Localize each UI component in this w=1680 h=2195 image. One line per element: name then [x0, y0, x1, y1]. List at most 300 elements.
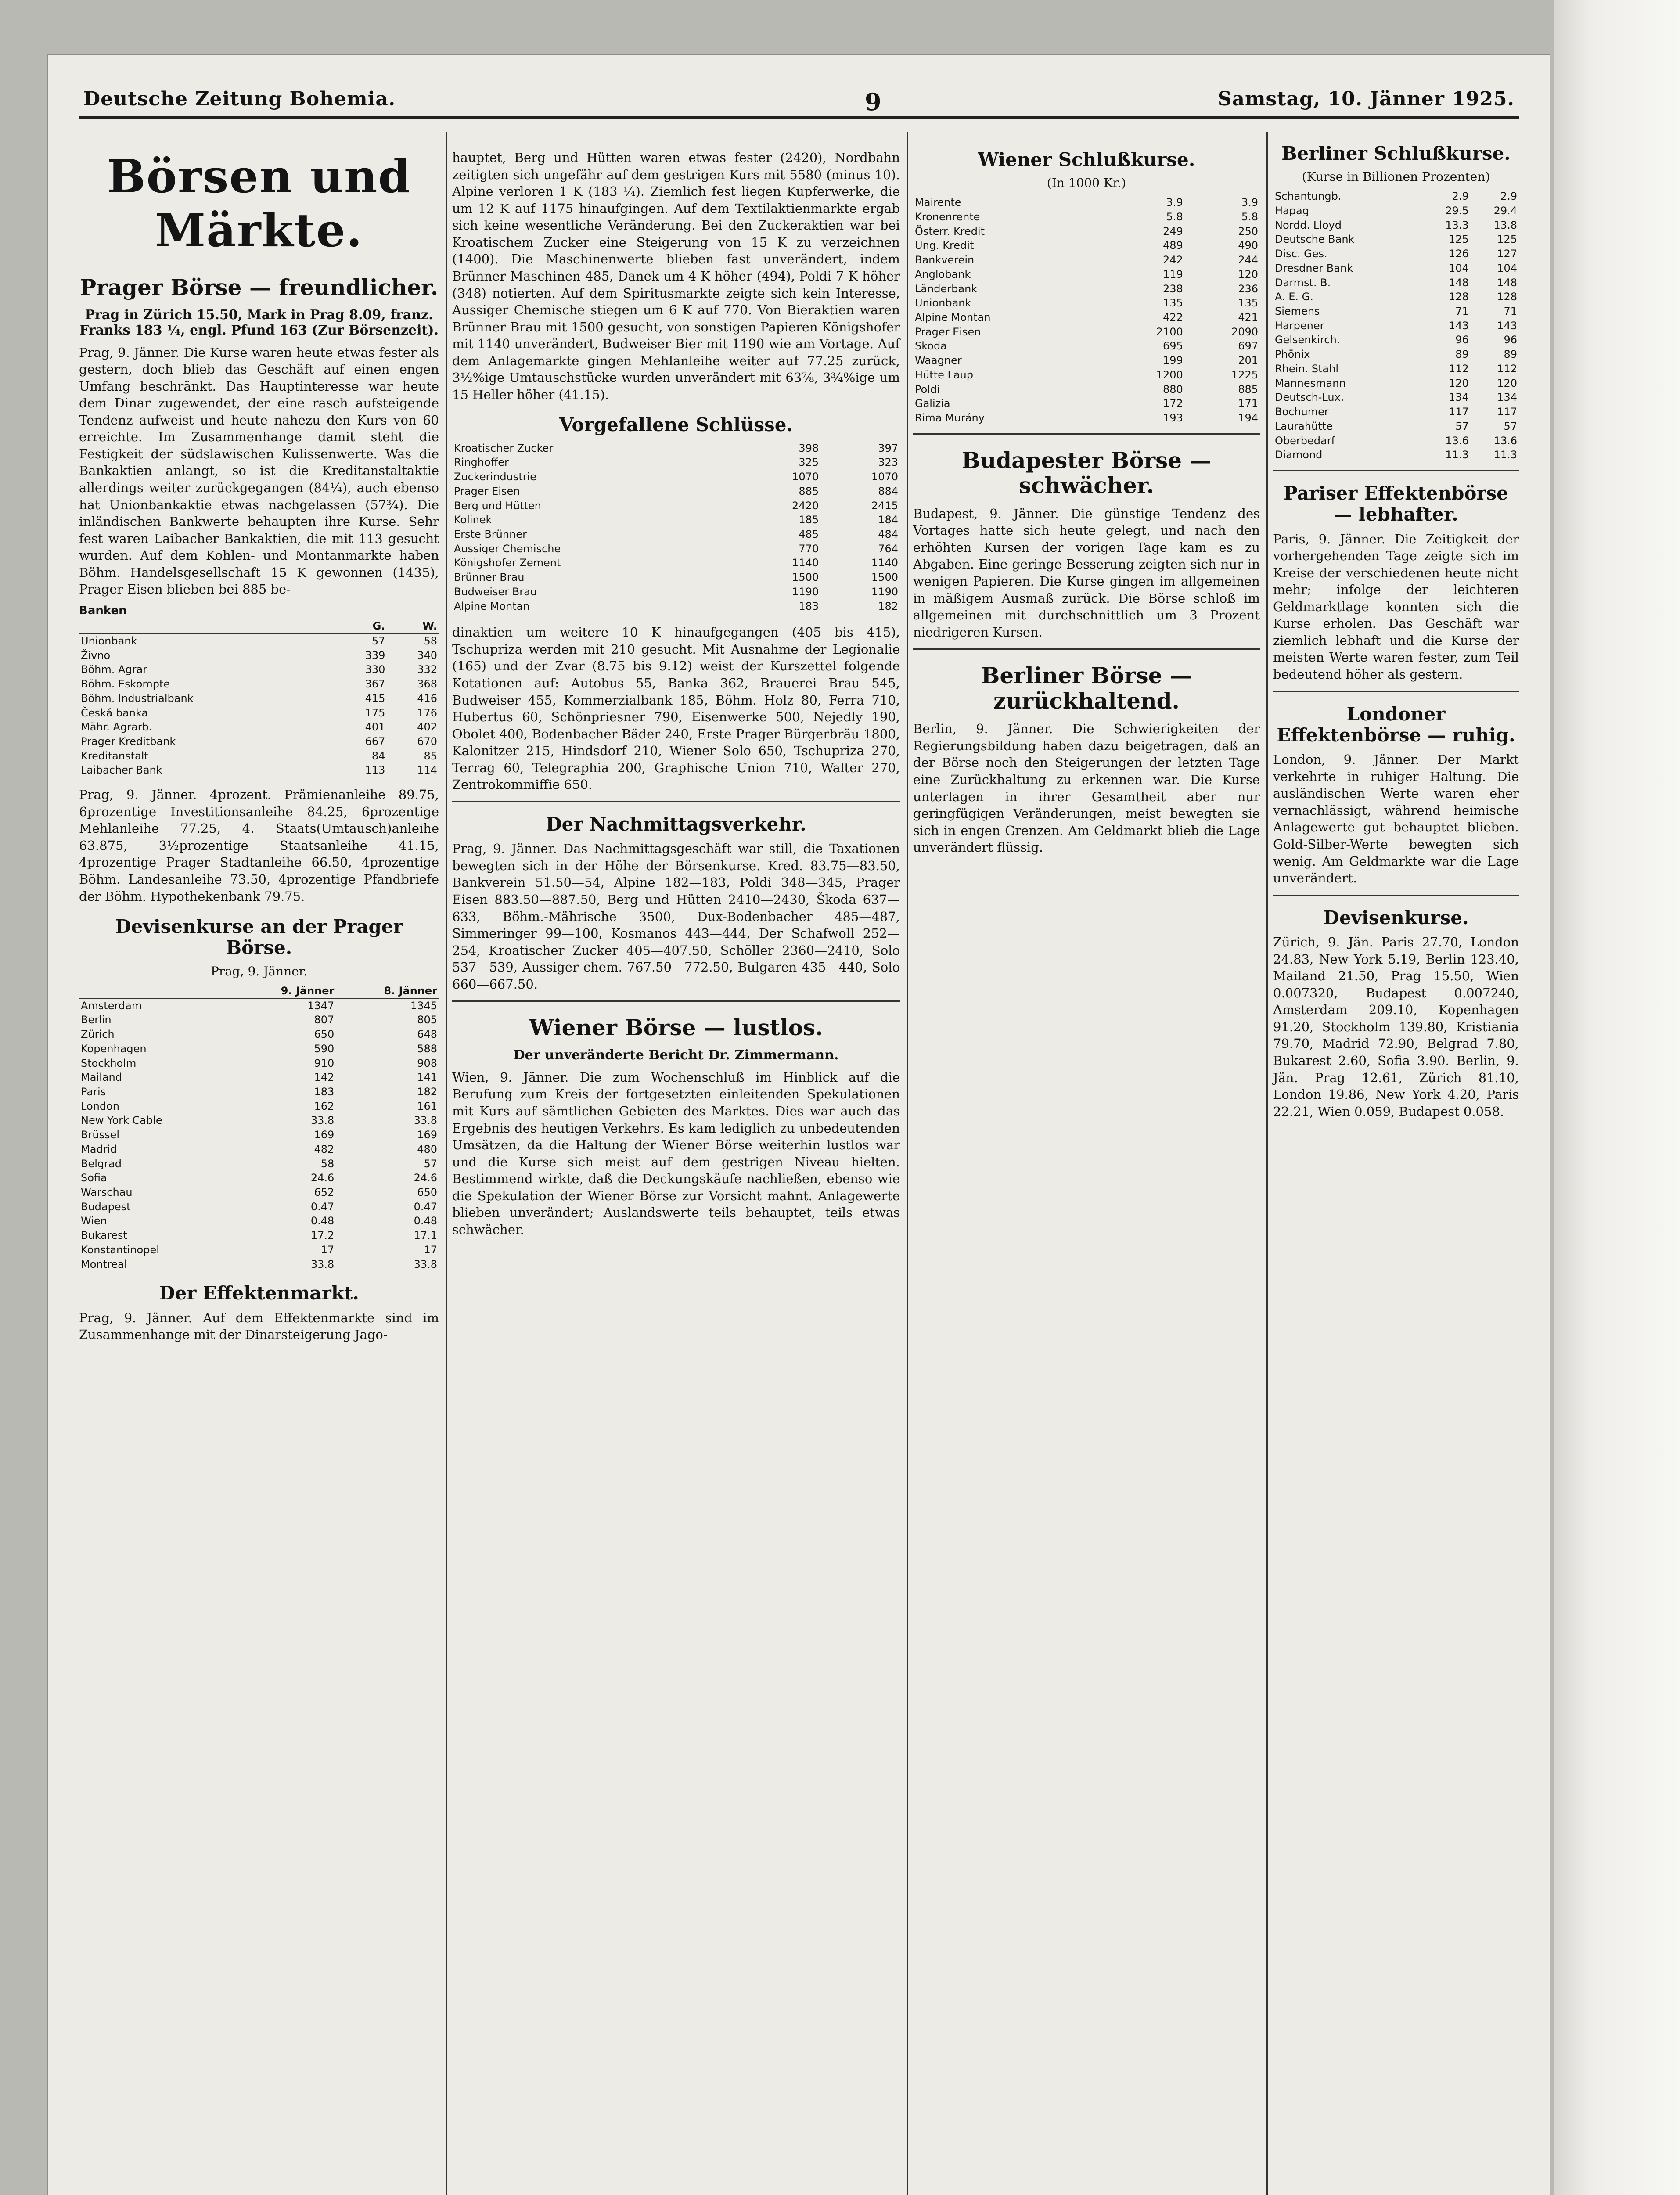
table-row	[79, 1099, 439, 1114]
table-cell: Darmst. B.	[1275, 276, 1331, 289]
prague-report-paragraph: Prag, 9. Jänner. Die Kurse waren heute etwas fester als gestern, doch blieb das Geschäft auf einen engen Umfang beschränkt. Das Hauptinteresse war heute dem Dinar zugewendet, der eine rasch aufsteigende Tendenz aufweist und heute nahezu den Kurs von 60 erreichte. Im Zusammenhange damit steht die Festigkeit der südslawischen Kulissenwerte. Was die Bankaktien anlangt, so ist die Kreditanstaltaktie allerdings weiter zurückgegangen (84¼), auch ebenso hat Unionbankaktie etwas nachgelassen (57¾). Die inländischen Bankwerte behaupten ihre Kurse. Sehr fest waren Laibacher Bankaktien, die mit 113 gesucht wurden. Auf dem Kohlen- und Montanmarkte haben Böhm. Handelsgesellschaft 15 K gewonnen (1435), Prager Eisen blieben bei 885 be-	[79, 345, 439, 597]
table-cell: Mailand	[81, 1071, 122, 1084]
table-cell: Böhm. Eskompte	[81, 678, 170, 691]
table-row	[452, 585, 900, 599]
table-cell: Bukarest	[81, 1229, 127, 1242]
table-row	[1273, 376, 1519, 391]
table-cell: Brünner Brau	[454, 571, 525, 584]
table-cell: 250	[1238, 225, 1258, 237]
table-cell: 11.3	[1445, 449, 1469, 461]
table-row	[79, 749, 439, 763]
table-cell: 0.48	[310, 1215, 335, 1227]
table-cell: Madrid	[81, 1143, 117, 1155]
vienna-closing-table	[913, 195, 1260, 425]
table-cell: 134	[1449, 391, 1469, 404]
prague-devisen-table	[79, 984, 439, 1272]
table-cell: 169	[417, 1129, 437, 1141]
table-cell: 249	[1162, 225, 1183, 237]
table-cell: 33.8	[310, 1114, 335, 1127]
table-row	[79, 1070, 439, 1085]
table-cell: Waagner	[915, 354, 962, 367]
table-cell: 880	[1162, 383, 1183, 396]
table-row	[452, 470, 900, 484]
table-cell: 650	[417, 1186, 437, 1198]
table-cell: 490	[1238, 239, 1258, 252]
section-divider	[913, 433, 1260, 435]
table-cell: 96	[1455, 334, 1469, 346]
table-cell: Konstantinopel	[81, 1243, 159, 1256]
table-row	[1273, 247, 1519, 261]
table-cell: 29.4	[1493, 205, 1517, 217]
table-cell: 104	[1449, 262, 1469, 274]
table-row	[1273, 333, 1519, 347]
table-cell: 770	[799, 542, 819, 555]
table-cell: 910	[314, 1057, 335, 1069]
table-cell: Länderbank	[915, 282, 978, 295]
prague-report-continued: hauptet, Berg und Hütten waren etwas fester (2420), Nordbahn zeitigten sich ungefähr auf dem gestrigen Kurs mit 5580 (minus 10). Alpine verloren 1 K (183 ¼). Ziemlich fest liegen Kupferwerke, die um 12 K auf 1175 hinaufgingen. Auf dem Textilaktienmarkte ergab sich keine wesentliche Veränderung. Bei den Zuckeraktien war bei Kroatischem Zucker eine Steigerung von 15 K zu verzeichnen (1400). Die Maschinenwerte blieben fast unverändert, indem Brünner Maschinen 485, Danek um 4 K höher (494), Poldi 7 K höher (348) notierten. Auf dem Spiritusmarkte zeigte sich kein Interesse, Aussiger Chemische stiegen um 6 K auf 770. Von Bieraktien waren Brünner Brau mit 1500 gesucht, von sonstigen Papieren Königshofer mit 1140 unverändert, Budweiser Bier mit 1190 wie am Vortage. Auf dem Anlagemarkte gingen Mehlanleihe weiter auf 77.25 zurück, 3½%ige Umtauschstücke wurden unverändert mit 63⅞, 3¾%ige um 15 Heller höher (41.15).	[452, 150, 900, 402]
table-cell: 184	[878, 514, 898, 526]
table-row	[79, 1027, 439, 1042]
table-cell: 58	[320, 1157, 335, 1170]
table-cell: 1140	[871, 557, 898, 569]
table-cell: 172	[1162, 397, 1183, 410]
table-row	[1273, 390, 1519, 405]
table-row	[79, 1085, 439, 1099]
table-header-cell: 9. Jänner	[233, 984, 336, 998]
table-cell: Kreditanstalt	[81, 749, 148, 762]
table-cell: 142	[314, 1071, 335, 1084]
table-cell: 96	[1504, 334, 1517, 346]
table-row	[79, 706, 439, 720]
table-cell: Galizia	[915, 397, 950, 410]
table-cell: 112	[1497, 362, 1517, 375]
london-exchange-text: London, 9. Jänner. Der Markt verkehrte in ruhiger Haltung. Die ausländischen Werte waren eher vernachlässigt, während heimische Anlagewerte gut behauptet blieben. Gold-Silber-Werte bewegten sich wenig. Am Geldmarkte war die Lage unverändert.	[1273, 752, 1519, 886]
table-row	[913, 195, 1260, 210]
paris-exchange-title: Pariser Effektenbörse — lebhafter.	[1284, 482, 1508, 525]
header-rule	[79, 116, 1519, 119]
table-cell: 402	[417, 721, 437, 734]
vienna-exchange-text: Wien, 9. Jänner. Die zum Wochenschluß im Hinblick auf die Berufung zum Kreis der fortgesetzten einleitenden Spekulationen mit Kurs auf sämtlichen Gebieten des Marktes. Dies war auch das Ergebnis des heutigen Verkehrs. Es kam lediglich zu unbedeutenden Umsätzen, da die Haltung der Wiener Börse weiterhin lustlos war und die Kurse sich meist auf dem gestrigen Niveau hielten. Bestimmend wirkte, daß die Deckungskäufe nachließen, ebenso wie die Spekulation der Wiener Börse zur Vorsicht mahnt. Anlagewerte blieben unverändert; Auslandswerte teils behauptet, teils etwas schwächer.	[452, 1069, 900, 1237]
table-cell: 2.9	[1452, 190, 1469, 203]
table-cell: 113	[365, 764, 385, 777]
table-cell: Bochumer	[1275, 406, 1329, 418]
table-cell: 908	[417, 1057, 437, 1069]
table-cell: Rima Murány	[915, 412, 985, 425]
nachmittag-text: Prag, 9. Jänner. Das Nachmittagsgeschäft war still, die Taxationen bewegten sich in der Höhe der Börsenkurse. Kred. 83.75—83.50, Bankverein 51.50—54, Alpine 182—183, Poldi 348—345, Prager Eisen 883.50—887.50, Berg und Hütten 2410—2430, Škoda 637—633, Böhm.-Mährische 3500, Dux-Bodenbacher 485—487, Simmeringer 99—100, Kosmanos 443—444, Der Schafwoll 252—254, Kroatischer Zucker 405—407.50, Schöller 2360—2410, Solo 537—539, Aussiger chem. 767.50—772.50, Bulgaren 435—440, Solo 660—667.50.	[452, 841, 900, 992]
table-row	[79, 633, 439, 648]
budapest-exchange-text: Budapest, 9. Jänner. Die günstige Tendenz des Vortages hatte sich heute gelegt, und nach den erhöhten Kursen der vorigen Tage kam es zu Abgaben. Eine geringe Besserung zeigten sich nur in wenigen Papieren. Die Kurse gingen im allgemeinen in mäßigem Ausmaß zurück. Die Börse schloß im allgemeinen mit durchschnittlich um 3 Prozent niedrigeren Kursen.	[913, 506, 1260, 640]
table-row	[1273, 304, 1519, 319]
table-cell: 89	[1455, 348, 1469, 361]
table-cell: Mähr. Agrarb.	[81, 721, 152, 734]
berlin-exchange-title: Berliner Börse — zurückhaltend.	[981, 662, 1192, 714]
prague-shares-paragraph: dinaktien um weitere 10 K hinaufgegangen (405 bis 415), Tschupriza werden mit 210 gesucht. Mit Ausnahme der Legionalie (165) und der Zvar (8.75 bis 9.12) weist der Kurszettel folgende Kotationen auf: Autobus 55, Banka 362, Brauerei Brau 545, Budweiser 455, Kommerzialbank 185, Böhm. Holz 80, Ferra 710, Hubertus 60, Schönpriesner 790, Eisenwerke 500, Nejedly 190, Obolet 400, Bodenbacher Bäder 240, Erste Prager Bürgerbräu 1800, Kalonitzer 215, Hindsdorf 210, Wiener Solo 650, Tschupriza 270, Terrag 60, Telegraphia 200, Graphische Union 710, Walter 270, Zentrokommiffie 650.	[452, 625, 900, 792]
table-cell: 57	[1504, 420, 1517, 432]
table-cell: Laurahütte	[1275, 420, 1333, 432]
table-cell: 33.8	[414, 1258, 437, 1270]
table-cell: 104	[1497, 262, 1517, 274]
table-cell: 182	[417, 1085, 437, 1098]
vienna-closing-unit: (In 1000 Kr.)	[1047, 176, 1126, 191]
table-row	[452, 441, 900, 456]
table-cell: Warschau	[81, 1186, 133, 1198]
table-cell: 117	[1449, 406, 1469, 418]
table-row	[79, 1042, 439, 1056]
table-cell: 695	[1162, 340, 1183, 353]
table-cell: 11.3	[1493, 449, 1517, 461]
table-cell: 175	[365, 706, 385, 719]
table-cell: 185	[799, 514, 819, 526]
table-cell: 89	[1504, 348, 1517, 361]
table-cell: Prager Eisen	[454, 485, 520, 497]
table-row	[913, 325, 1260, 339]
table-row	[452, 455, 900, 470]
vienna-exchange-title: Wiener Börse — lustlos.	[529, 1015, 823, 1041]
table-cell: Böhm. Agrar	[81, 663, 147, 676]
table-cell: Erste Brünner	[454, 528, 527, 541]
table-row	[1273, 290, 1519, 304]
table-row	[913, 267, 1260, 282]
table-cell: 17.2	[310, 1229, 335, 1242]
table-row	[913, 396, 1260, 411]
table-cell: 397	[878, 442, 898, 454]
table-cell: 421	[1238, 311, 1258, 324]
table-cell: 33.8	[310, 1258, 335, 1270]
table-cell: 332	[417, 663, 437, 676]
table-cell: 244	[1238, 254, 1258, 266]
column-rule	[1266, 132, 1268, 2195]
table-cell: 401	[365, 721, 385, 734]
table-cell: Diamond	[1275, 449, 1323, 461]
table-cell: Oberbedarf	[1275, 434, 1335, 447]
table-row	[452, 570, 900, 585]
table-cell: 1070	[792, 471, 819, 483]
table-cell: 884	[878, 485, 898, 497]
table-cell: 85	[424, 749, 437, 762]
table-cell: Prager Eisen	[915, 325, 981, 338]
table-row	[1273, 448, 1519, 462]
table-cell: Böhm. Industrialbank	[81, 692, 194, 705]
table-cell: Nordd. Lloyd	[1275, 219, 1342, 231]
table-cell: 128	[1449, 291, 1469, 303]
banks-table-title: Banken	[79, 604, 127, 617]
table-cell: 0.47	[414, 1200, 437, 1213]
table-row	[1273, 434, 1519, 448]
table-header-cell: W.	[387, 619, 439, 633]
effektenmarkt-title: Der Effektenmarkt.	[159, 1282, 359, 1304]
table-cell: 325	[799, 456, 819, 469]
table-row	[1273, 218, 1519, 233]
table-cell: 57	[1455, 420, 1469, 432]
table-cell: Hütte Laup	[915, 368, 973, 381]
table-row	[79, 720, 439, 734]
table-cell: 0.48	[414, 1215, 437, 1227]
table-cell: Belgrad	[81, 1157, 122, 1170]
table-cell: 127	[1497, 248, 1517, 260]
table-cell: 5.8	[1166, 211, 1183, 223]
table-cell: 2.9	[1500, 190, 1517, 203]
table-cell: 590	[314, 1042, 335, 1055]
table-cell: Brüssel	[81, 1129, 119, 1141]
table-cell: Harpener	[1275, 319, 1324, 332]
table-cell: 2420	[792, 499, 819, 512]
table-cell: Unionbank	[915, 297, 971, 309]
table-cell: 29.5	[1445, 205, 1469, 217]
table-row	[913, 339, 1260, 353]
table-row	[452, 499, 900, 513]
table-cell: Alpine Montan	[915, 311, 991, 324]
table-row	[79, 1056, 439, 1071]
table-cell: 3.9	[1166, 196, 1183, 209]
vienna-exchange-subtitle: Der unveränderte Bericht Dr. Zimmermann.	[513, 1047, 839, 1063]
table-cell: Ringhoffer	[454, 456, 509, 469]
table-cell: London	[81, 1100, 119, 1112]
table-cell: Paris	[81, 1085, 106, 1098]
table-cell: Ung. Kredit	[915, 239, 974, 252]
berlin-exchange-text: Berlin, 9. Jänner. Die Schwierigkeiten der Regierungsbildung haben dazu beigetragen, daß an der Börse noch den Steigerungen der letzten Tage eine Zurückhaltung zu erkennen war. Die Kurse unterlagen in ihrer Gesamtheit aber nur geringfügigen Veränderungen, meist bewegten sie sich in engen Grenzen. Am Geldmarkt blieb die Lage unverändert flüssig.	[913, 721, 1260, 855]
table-header-cell	[79, 619, 335, 633]
table-cell: 58	[424, 634, 437, 647]
table-cell: 3.9	[1241, 196, 1258, 209]
prague-exchange-subtitle: Prag in Zürich 15.50, Mark in Prag 8.09, franz. Franks 183 ¼, engl. Pfund 163 (Zur Börsenzeit).	[79, 307, 439, 338]
table-cell: 489	[1162, 239, 1183, 252]
table-cell: Rhein. Stahl	[1275, 362, 1339, 375]
table-cell: 194	[1238, 412, 1258, 425]
table-cell: 242	[1162, 254, 1183, 266]
table-row	[913, 368, 1260, 382]
table-row	[79, 1214, 439, 1228]
table-row	[913, 253, 1260, 267]
table-cell: 128	[1497, 291, 1517, 303]
vienna-closing-title: Wiener Schlußkurse.	[978, 149, 1195, 170]
banks-table	[79, 619, 439, 777]
table-cell: Mannesmann	[1275, 377, 1346, 389]
table-cell: 1200	[1156, 368, 1183, 381]
table-cell: 84	[371, 749, 385, 762]
table-cell: 1345	[410, 999, 437, 1012]
table-cell: 416	[417, 692, 437, 705]
table-cell: 340	[417, 649, 437, 662]
table-cell: 5.8	[1241, 211, 1258, 223]
table-cell: Zürich	[81, 1028, 115, 1041]
table-cell: 13.6	[1493, 434, 1517, 447]
table-row	[1273, 347, 1519, 362]
table-row	[79, 1171, 439, 1185]
table-row	[79, 1013, 439, 1027]
table-cell: 24.6	[310, 1172, 335, 1184]
table-row	[913, 310, 1260, 325]
prague-exchange-title: Prager Börse — freundlicher.	[79, 274, 439, 300]
table-cell: 161	[417, 1100, 437, 1112]
table-cell: Hapag	[1275, 205, 1309, 217]
table-cell: A. E. G.	[1275, 291, 1313, 303]
table-row	[79, 998, 439, 1013]
table-row	[913, 238, 1260, 253]
table-cell: 71	[1504, 305, 1517, 318]
section-divider	[452, 801, 900, 802]
table-cell: Poldi	[915, 383, 940, 396]
page-edge	[1554, 0, 1680, 2195]
table-cell: 13.3	[1445, 219, 1469, 231]
table-row	[79, 691, 439, 706]
table-cell: 126	[1449, 248, 1469, 260]
table-cell: Bankverein	[915, 254, 975, 266]
table-cell: 112	[1449, 362, 1469, 375]
table-row	[1273, 189, 1519, 204]
table-cell: Berlin	[81, 1014, 112, 1026]
column-rule	[446, 132, 447, 2195]
table-cell: 13.8	[1493, 219, 1517, 231]
nachmittag-title: Der Nachmittagsverkehr.	[546, 813, 806, 835]
section-divider	[1273, 470, 1519, 471]
table-row	[79, 1257, 439, 1272]
table-cell: 148	[1449, 276, 1469, 289]
table-header-cell: G.	[335, 619, 387, 633]
section-divider	[452, 1000, 900, 1002]
table-row	[79, 1113, 439, 1128]
table-cell: 1190	[871, 585, 898, 598]
table-cell: Kolinek	[454, 514, 492, 526]
table-cell: 183	[314, 1085, 335, 1098]
table-cell: 13.6	[1445, 434, 1469, 447]
table-cell: Dresdner Bank	[1275, 262, 1353, 274]
table-cell: 135	[1162, 297, 1183, 309]
page-number: 9	[865, 88, 882, 116]
table-row	[913, 282, 1260, 296]
table-cell: Živno	[81, 649, 111, 662]
column-2	[452, 132, 900, 1244]
table-header-cell	[79, 984, 233, 998]
table-row	[452, 542, 900, 556]
issue-date: Samstag, 10. Jänner 1925.	[1217, 88, 1515, 110]
newspaper-name: Deutsche Zeitung Bohemia.	[83, 88, 396, 110]
table-row	[79, 1142, 439, 1157]
table-row	[79, 1243, 439, 1257]
table-cell: 143	[1449, 319, 1469, 332]
table-row	[1273, 319, 1519, 333]
table-cell: 805	[417, 1014, 437, 1026]
table-row	[1273, 276, 1519, 290]
table-cell: 323	[878, 456, 898, 469]
table-cell: Gelsenkirch.	[1275, 334, 1340, 346]
table-cell: 484	[878, 528, 898, 541]
table-cell: 1140	[792, 557, 819, 569]
table-cell: 588	[417, 1042, 437, 1055]
section-divider	[913, 648, 1260, 650]
table-row	[913, 411, 1260, 425]
table-cell: 398	[799, 442, 819, 454]
table-cell: 120	[1497, 377, 1517, 389]
newspaper-page	[48, 55, 1550, 2195]
table-row	[79, 734, 439, 749]
table-cell: 171	[1238, 397, 1258, 410]
table-cell: Kopenhagen	[81, 1042, 147, 1055]
table-cell: 120	[1449, 377, 1469, 389]
column-4	[1273, 132, 1519, 1126]
table-row	[452, 556, 900, 570]
table-cell: 1225	[1231, 368, 1258, 381]
table-cell: Zuckerindustrie	[454, 471, 537, 483]
table-cell: 667	[365, 735, 385, 748]
table-cell: 648	[417, 1028, 437, 1041]
devisenkurse-text: Zürich, 9. Jän. Paris 27.70, London 24.83, New York 5.19, Berlin 123.40, Mailand 21.50, Prag 15.50, Wien 0.007320, Budapest 0.007240, Amsterdam 209.10, Kopenhagen 91.20, Stockholm 139.80, Kristiania 79.70, Madrid 72.90, Belgrad 7.80, Bukarest 2.60, Sofia 3.90. Berlin, 9. Jän. Prag 12.61, Zürich 81.10, London 19.86, New York 4.20, Paris 22.21, Wien 0.059, Budapest 0.058.	[1273, 935, 1519, 1119]
table-cell: 141	[417, 1071, 437, 1084]
table-cell: Unionbank	[81, 634, 137, 647]
table-cell: 125	[1449, 233, 1469, 246]
prague-devisen-date: Prag, 9. Jänner.	[210, 964, 308, 979]
table-cell: 238	[1162, 282, 1183, 295]
table-cell: 1500	[871, 571, 898, 584]
table-cell: Alpine Montan	[454, 600, 530, 612]
table-row	[79, 662, 439, 677]
table-cell: Siemens	[1275, 305, 1320, 318]
table-cell: Aussiger Chemische	[454, 542, 561, 555]
table-cell: Phönix	[1275, 348, 1310, 361]
table-cell: 24.6	[414, 1172, 437, 1184]
table-cell: 422	[1162, 311, 1183, 324]
table-cell: Prager Kreditbank	[81, 735, 176, 748]
table-cell: Kronenrente	[915, 211, 980, 223]
table-row	[1273, 419, 1519, 434]
prague-bonds-paragraph: Prag, 9. Jänner. 4prozent. Prämienanleihe 89.75, 6prozentige Investitionsanleihe 84.25, 6prozentige Mehlanleihe 77.25, 4. Staats(Umtausch)anleihe 63.875, 3½prozentige Staatsanleihe 41.15, 4prozentige Prager Stadtanleihe 66.50, 4prozentige Böhm. Landesanleihe 73.50, 4prozentige Pfandbriefe der Böhm. Hypothekenbank 79.75.	[79, 787, 439, 904]
table-cell: Berg und Hütten	[454, 499, 541, 512]
table-cell: 57	[424, 1157, 437, 1170]
table-cell: 183	[799, 600, 819, 612]
table-cell: 330	[365, 663, 385, 676]
table-cell: 485	[799, 528, 819, 541]
table-row	[913, 224, 1260, 239]
table-row	[452, 484, 900, 499]
table-cell: 176	[417, 706, 437, 719]
table-row	[1273, 232, 1519, 247]
table-cell: 764	[878, 542, 898, 555]
table-cell: Deutsche Bank	[1275, 233, 1355, 246]
table-cell: Kroatischer Zucker	[454, 442, 554, 454]
table-cell: 480	[417, 1143, 437, 1155]
section-masthead: Börsen und Märkte.	[107, 149, 411, 257]
table-cell: 162	[314, 1100, 335, 1112]
table-cell: Budapest	[81, 1200, 131, 1213]
devisenkurse-title: Devisenkurse.	[1323, 907, 1469, 928]
table-cell: 117	[1497, 406, 1517, 418]
table-header-cell: 8. Jänner	[336, 984, 439, 998]
table-row	[913, 296, 1260, 310]
table-cell: 182	[878, 600, 898, 612]
table-cell: 482	[314, 1143, 335, 1155]
table-cell: 148	[1497, 276, 1517, 289]
table-cell: 807	[314, 1014, 335, 1026]
table-cell: 885	[799, 485, 819, 497]
section-divider	[1273, 691, 1519, 692]
table-cell: 236	[1238, 282, 1258, 295]
table-cell: 339	[365, 649, 385, 662]
table-cell: Sofia	[81, 1172, 107, 1184]
table-cell: Österr. Kredit	[915, 225, 985, 237]
table-cell: Budweiser Brau	[454, 585, 537, 598]
table-cell: 652	[314, 1186, 335, 1198]
table-row	[913, 210, 1260, 224]
table-cell: 17	[424, 1243, 437, 1256]
table-cell: 114	[417, 764, 437, 777]
table-cell: 143	[1497, 319, 1517, 332]
table-row	[452, 599, 900, 614]
table-cell: 120	[1238, 268, 1258, 281]
london-exchange-title: Londoner Effektenbörse — ruhig.	[1277, 703, 1515, 746]
table-row	[79, 1128, 439, 1142]
table-cell: 2415	[871, 499, 898, 512]
table-cell: 368	[417, 678, 437, 691]
table-cell: Deutsch-Lux.	[1275, 391, 1344, 404]
